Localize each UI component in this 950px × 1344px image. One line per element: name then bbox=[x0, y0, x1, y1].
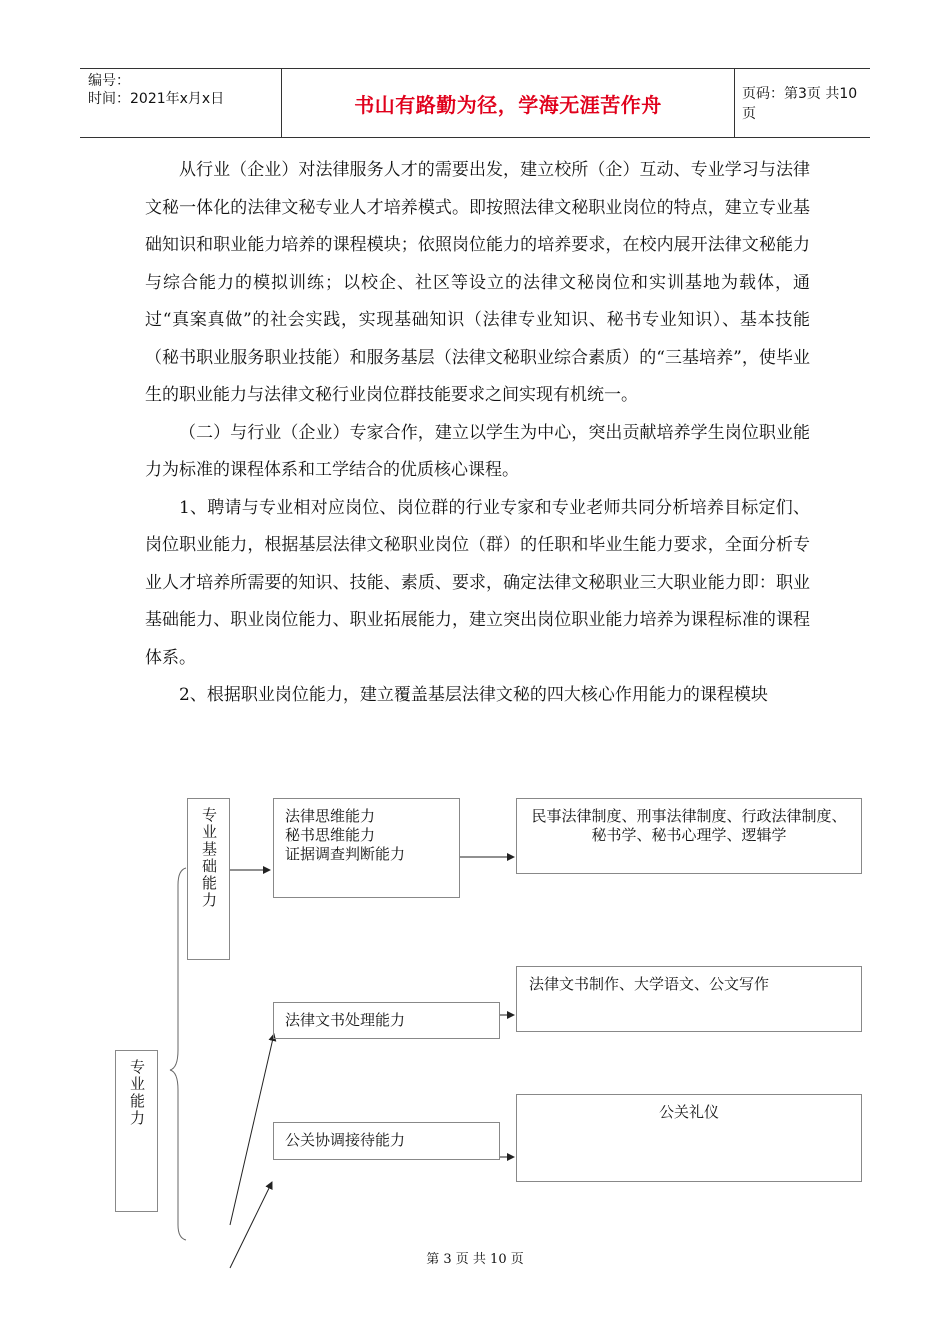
skill-item: 证据调查判断能力 bbox=[285, 845, 406, 863]
document-number-label: 编号： bbox=[88, 73, 130, 89]
grouping-brace bbox=[170, 868, 186, 1240]
paragraph: 2、根据职业岗位能力，建立覆盖基层法律文秘的四大核心作用能力的课程模块 bbox=[179, 685, 768, 705]
header-motto: 书山有路勤为径，学海无涯苦作舟 bbox=[282, 69, 735, 137]
doc-courses-box bbox=[516, 966, 862, 1032]
pr-courses-box bbox=[516, 1094, 862, 1182]
page-header bbox=[80, 68, 870, 138]
professional-ability-label: 专业能力 bbox=[128, 1059, 146, 1127]
skill-item: 法律思维能力 bbox=[285, 807, 376, 825]
professional-ability-box bbox=[115, 1050, 158, 1212]
paragraph: （二）与行业（企业）专家合作，建立以学生为中心，突出贡献培养学生岗位职业能力为标准的课程体系和工学结合的优质核心课程。 bbox=[145, 422, 810, 480]
header-meta bbox=[80, 69, 282, 137]
document-body bbox=[145, 152, 810, 715]
doc-skill-label: 法律文书处理能力 bbox=[285, 1011, 406, 1029]
doc-skill-box bbox=[273, 1002, 500, 1039]
header-page-info: 页码：第3页 共10页 bbox=[742, 86, 858, 122]
page-footer: 第 3 页 共 10 页 bbox=[426, 1252, 524, 1267]
document-date: 时间：2021年x月x日 bbox=[88, 91, 225, 107]
basic-ability-box bbox=[187, 798, 230, 960]
paragraph: 从行业（企业）对法律服务人才的需要出发，建立校所（企）互动、专业学习与法律文秘一体化的法律文秘专业人才培养模式。即按照法律文秘职业岗位的特点，建立专业基础知识和职业能力培养的课程模块；依照岗位能力的培养要求，在校内展开法律文秘能力与综合能力的模拟训练；以校企、社区等设立的法律文秘岗位和实训基地为载体，通过“真案真做”的社会实践，实现基础知识（法律专业知识、秘书专业知识）、基本技能（秘书职业服务职业技能）和服务基层（法律文秘职业综合素质）的“三基培养”，使毕业生的职业能力与法律文秘行业岗位群技能要求之间实现有机统一。 bbox=[145, 160, 810, 405]
paragraph: 1、聘请与专业相对应岗位、岗位群的行业专家和专业老师共同分析培养目标定们、岗位职业能力，根据基层法律文秘职业岗位（群）的任职和毕业生能力要求，全面分析专业人才培养所需要的知识、技能、素质、要求，确定法律文秘职业三大职业能力即：职业基础能力、职业岗位能力、职业拓展能力，建立突出岗位职业能力培养为课程标准的课程体系。 bbox=[145, 497, 810, 668]
doc-courses-text: 法律文书制作、大学语文、公文写作 bbox=[529, 975, 770, 993]
pr-courses-text: 公关礼仪 bbox=[658, 1103, 719, 1121]
basic-courses-box bbox=[516, 798, 862, 874]
arrow-to-doc-skill bbox=[230, 1034, 274, 1225]
basic-ability-label: 专业基础能力 bbox=[200, 807, 218, 909]
basic-courses-text: 民事法律制度、刑事法律制度、行政法律制度、秘书学、秘书心理学、逻辑学 bbox=[531, 807, 847, 844]
basic-skills-box bbox=[273, 798, 460, 898]
pr-skill-label: 公关协调接待能力 bbox=[285, 1131, 406, 1149]
pr-skill-box bbox=[273, 1122, 500, 1160]
skill-item: 秘书思维能力 bbox=[285, 826, 376, 844]
